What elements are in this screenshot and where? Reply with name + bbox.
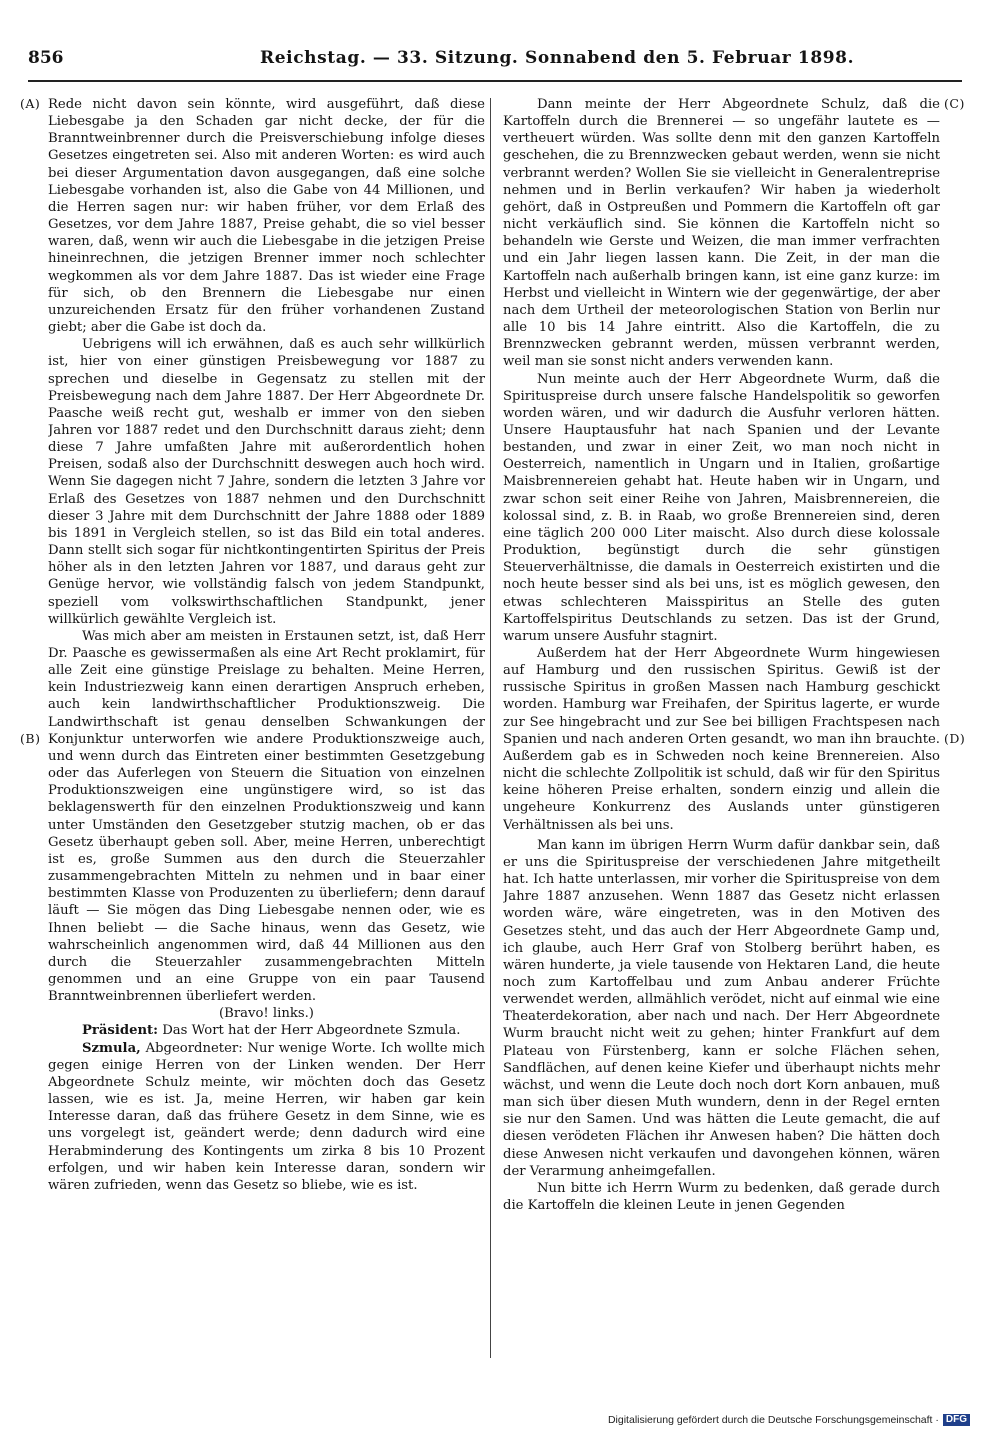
margin-mark-b: (B) [20,731,41,746]
paragraph: Nun bitte ich Herrn Wurm zu bedenken, daß gerade durch die Kartoffeln die kleinen Leute in jenen Gegenden [503,1180,940,1213]
paragraph: Außerdem hat der Herr Abgeordnete Wurm hingewiesen auf Hamburg und den russischen Spiritus. Gewiß ist der russische Spiritus in großen Massen nach Hamburg geschickt worden. Hamburg war Freihafen, der Spiritus lagerte, er wurde zur See hingebracht und zur See bei billigen Frachtspesen nach Spanien und nach anderen Orten gesandt, wo man ihn brauchte. Außerdem gab es in Schweden noch keine Brennereien. Also nicht die schlechte Zollpolitik ist schuld, daß wir für den Spiritus keine höheren Preise erhalten, sondern einzig und allein die ungeheure Konkurrenz des Auslands unter günstigeren Verhältnissen als bei uns. [503,646,940,833]
header-rule [28,80,962,82]
paragraph: Dann meinte der Herr Abgeordnete Schulz, daß die Kartoffeln durch die Brennerei — so ungefähr lautete es — vertheuert würden. Was sollte denn mit den ganzen Kartoffeln geschehen, die zu Brennzwecken gebaut werden, wenn sie nicht verbrannt werden? Wollen Sie sie vielleicht in Generalentreprise nehmen und in Berlin verkaufen? Wir haben ja wiederholt gehört, daß in Ostpreußen und Pommern die Kartoffeln oft gar nicht verkäuflich sind. Sie können die Kartoffeln nicht so behandeln wie Gerste und Weizen, die man immer verfrachten und ein Jahr liegen lassen kann. Die Zeit, in der man die Kartoffeln nach außerhalb bringen kann, ist eine ganz kurze: im Herbst und vielleicht in Wintern wie der gegenwärtige, der aber nach dem Urtheil der meteorologischen Station von Berlin nur alle 10 bis 14 Jahre eintritt. Also die Kartoffeln, die zu Brennzwecken gebrannt werden, müssen verbrannt werden, weil man sie sonst nicht anders verwenden kann. [503,97,940,370]
speaker-text: Abgeordneter: Nur wenige Worte. Ich wollte mich gegen einige Herren von der Linken wenden. Der Herr Abgeordnete Schulz meinte, wir möchten doch das Gesetz lassen, wie es ist. Ja, meine Herren, wir haben gar kein Interesse daran, daß das frühere Gesetz in dem Sinne, wie es uns vorgelegt ist, geändert werde; denn dadurch wird eine Herabminderung des Kontingents um zirka 8 bis 10 Prozent erfolgen, und wir haben kein Interesse daran, sondern wir wären zufrieden, wenn das Gesetz so bliebe, wie es ist. [48,1040,485,1193]
speaker-paragraph-president [48,1022,485,1039]
paragraph: Man kann im übrigen Herrn Wurm dafür dankbar sein, daß er uns die Spirituspreise der verschiedenen Jahre mitgetheilt hat. Ich hatte unterlassen, mir vorher die Spirituspreise von dem Jahre 1887 anzusehen. Wenn 1887 das Gesetz nicht erlassen worden wäre, wäre eingetreten, was in den Motiven des Gesetzes steht, und das auch der Herr Abgeordnete Gamp und, ich glaube, auch Herr Graf von Stolberg berührt haben, es wären hunderte, ja viele tausende von Hektaren Land, die heute noch zum Kartoffelbau und zum Anbau anderer Früchte verwendet werden, allmählich verödet, nicht auf einmal wie eine Theaterdekoration, aber nach und nach. Der Herr Abgeordnete Wurm braucht nicht weit zu gehen; hinter Frankfurt auf dem Plateau von Fürstenberg, kann er solche Flächen sehen, Sandflächen, auf denen keine Kiefer und überhaupt nichts mehr wächst, und wenn die Leute doch noch dort Korn anbauen, muß man sich über diesen Muth wundern, denn in der Regel ernten sie nur den Samen. Und was hätten die Leute gemacht, die auf diesen verödeten Flächen ihr Anwesen haben? Die hätten doch diese Anwesen nicht verkaufen und davongehen können, wären der Verarmung anheimgefallen. [503,837,940,1179]
speaker-paragraph-szmula [48,1040,485,1194]
margin-mark-d: (D) [944,731,966,746]
paragraph: Uebrigens will ich erwähnen, daß es auch sehr willkürlich ist, hier von einer günstigen Preisbewegung vor 1887 zu sprechen und dieselbe in Gegensatz zu stellen mit der Preisbewegung nach dem Jahre 1887. Der Herr Abgeordnete Dr. Paasche weiß recht gut, weshalb er immer von den sieben Jahren vor 1887 redet und den Durchschnitt daraus zieht; denn diese 7 Jahre umfaßten Jahre mit außerordentlich hohen Preisen, sodaß also der Durchschnitt deswegen auch hoch wird. Wenn Sie dagegen nicht 7 Jahre, sondern die letzten 3 Jahre vor Erlaß des Gesetzes von 1887 nehmen und den Durchschnitt dieser 3 Jahre mit dem Durchschnitt der Jahre 1888 oder 1889 bis 1891 in Vergleich stellen, so ist das Bild ein total anderes. Dann stellt sich sogar für nichtkontingentirten Spiritus der Preis höher als in den letzten Jahren vor 1887, und daraus geht zur Genüge hervor, wie vollständig falsch von jedem Standpunkt, speziell vom volkswirthschaftlichen Standpunkt, jener willkürlich gewählte Vergleich ist. [48,337,485,627]
paragraph: Was mich aber am meisten in Erstaunen setzt, ist, daß Herr Dr. Paasche es gewissermaßen als eine Art Recht proklamirt, für alle Zeit eine günstige Preislage zu behalten. Meine Herren, kein Industriezweig kann einen derartigen Anspruch erheben, auch kein landwirthschaftlicher Produktionszweig. Die Landwirthschaft ist genau denselben Schwankungen der Konjunktur unterworfen wie andere Produktionszweige auch, und wenn durch das Eintreten einer bestimmten Gesetzgebung oder das Auferlegen von Steuern die Situation von einzelnen Produktionszweigen eine ungünstigere wird, so ist das beklagenswerth für den einzelnen Produktionszweig und kann unter Umständen den Gesetzgeber stutzig machen, ob er das Gesetz überhaupt geben soll. Aber, meine Herren, unberechtigt ist es, große Summen aus den durch die Steuerzahler zusammengebrachten Mitteln zu nehmen und in baar einer bestimmten Klasse von Produzenten zu überliefern; denn darauf läuft — Sie mögen das Ding Liebesgabe nennen oder, wie es Ihnen beliebt — die Sache hinaus, wenn das Gesetz, wie wahrscheinlich angenommen wird, daß 44 Millionen aus den durch die Steuerzahler zusammengebrachten Mitteln genommen und an eine Gruppe von ein paar Tausend Branntweinbrennen überliefert werden. [48,628,485,1005]
right-column [503,96,940,1392]
paragraph: Nun meinte auch der Herr Abgeordnete Wurm, daß die Spirituspreise durch unsere falsche Handelspolitik so geworfen worden wären, und wir dadurch die Ausfuhr verloren hätten. Unsere Hauptausfuhr hat nach Spanien und der Levante bestanden, und zwar in einer Zeit, wo man noch nicht in Oesterreich, namentlich in Ungarn und in Italien, großartige Maisbrennereien gehabt hat. Heute haben wir in Ungarn, und zwar schon seit einer Reihe von Jahren, Maisbrennereien, die kolossal sind, z. B. in Raab, wo große Brennereien sind, deren eine täglich 200 000 Liter maischt. Also durch diese kolossale Produktion, begünstigt durch die sehr günstigen Steuerverhältnisse, die damals in Oesterreich existirten und die noch heute besser sind als bei uns, ist es möglich gewesen, den etwas schlechteren Maisspiritus an Stelle des guten Kartoffelspiritus Deutschlands zu setzen. Das ist der Grund, warum unsere Ausfuhr stagnirt. [503,371,940,644]
footer-credit [608,1414,970,1426]
left-column [48,96,485,1392]
running-title: Reichstag. — 33. Sitzung. Sonnabend den 5. Februar 1898. [260,48,855,68]
margin-mark-a: (A) [20,96,41,111]
column-divider [490,98,491,1358]
footer-credit-text: Digitalisierung gefördert durch die Deutsche Forschungsgemeinschaft · [607,1414,939,1426]
applause-note: (Bravo! links.) [219,1006,314,1022]
dfg-logo: DFG [943,1414,970,1426]
page-header [28,48,990,74]
speaker-text: Das Wort hat der Herr Abgeordnete Szmula. [158,1023,461,1039]
margin-mark-c: (C) [944,96,965,111]
speaker-name: Szmula, [82,1040,141,1056]
page-number: 856 [28,48,64,68]
paragraph: Rede nicht davon sein könnte, wird ausgeführt, daß diese Liebesgabe ja den Schaden gar nicht decke, der für die Branntweinbrenner durch die Preisverschiebung infolge dieses Gesetzes eingetreten sei. Also mit anderen Worten: es wird auch bei dieser Argumentation davon ausgegangen, daß eine solche Liebesgabe vorhanden ist, also die Gabe von 44 Millionen, und die Herren sagen nur: wir haben früher, vor dem Erlaß des Gesetzes, vor dem Jahre 1887, Preise gehabt, die so viel besser waren, daß, wenn wir auch die Liebesgabe in die jetzigen Preise hineinrechnen, die jetzigen Brenner immer noch schlechter wegkommen als vor dem Jahre 1887. Das ist wieder eine Frage für sich, ob den Brennern die Liebesgabe nur einen unzureichenden Ersatz für den früher vorhandenen Zustand giebt; aber die Gabe ist doch da. [48,97,485,336]
speaker-name: Präsident: [82,1023,159,1039]
